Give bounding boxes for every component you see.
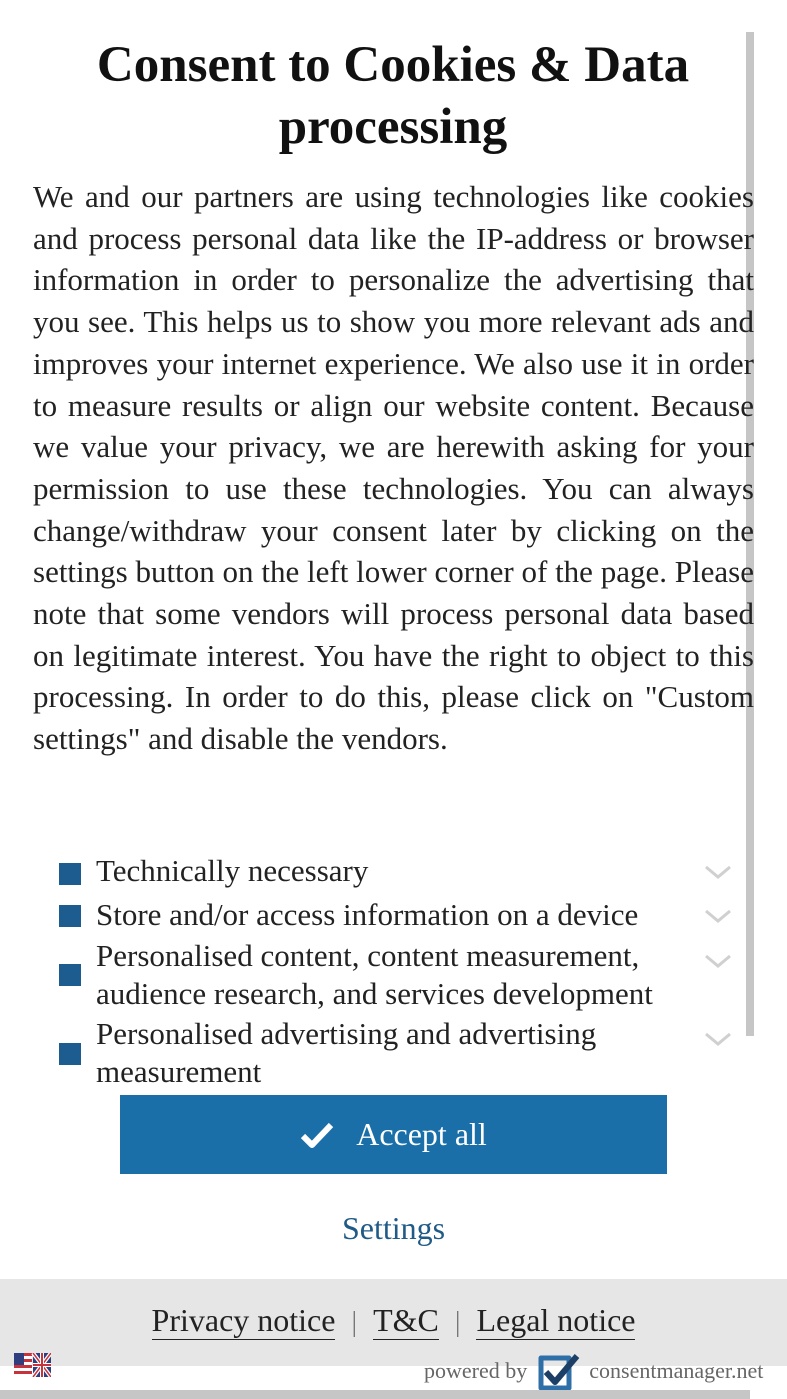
- purpose-label: Technically necessary: [96, 853, 369, 888]
- accept-all-label: Accept all: [356, 1116, 487, 1152]
- consentmanager-logo-icon: [535, 1350, 581, 1392]
- purpose-checkbox[interactable]: [59, 863, 81, 885]
- legal-notice-link[interactable]: Legal notice: [476, 1302, 636, 1338]
- accept-all-button[interactable]: [120, 1095, 667, 1174]
- footer-links: [0, 1301, 787, 1340]
- footer-separator: |: [351, 1307, 358, 1338]
- purpose-checkbox[interactable]: [59, 905, 81, 927]
- footer-separator: |: [454, 1307, 461, 1338]
- powered-by-text: powered by: [424, 1358, 528, 1383]
- privacy-notice-link[interactable]: Privacy notice: [151, 1302, 336, 1338]
- page-title: Consent to Cookies & Data processing: [96, 37, 690, 155]
- consent-description: We and our partners are using technologies like cookies and process personal data like the IP-address or browser information in order to personalize the advertising that you see. This helps us to show you more relevant ads and improves your internet experience. We also use it in order to measure results or align our website content. Because we value your privacy, we are herewith asking for your permission to use these technologies. You can always change/withdraw your consent later by clicking on the settings button on the left lower corner of the page. Please note that some vendors will process personal data based on legitimate interest. You have the right to object to this processing. In order to do this, please click on "Custom settings" and disable the vendors.: [33, 179, 754, 757]
- terms-link[interactable]: T&C: [373, 1302, 439, 1338]
- chevron-down-icon[interactable]: [703, 864, 733, 886]
- us-uk-flag-icon[interactable]: [14, 1353, 51, 1377]
- purpose-label: Personalised advertising and advertising measurement: [96, 1016, 597, 1089]
- checkmark-icon: [300, 1121, 334, 1149]
- horizontal-scrollbar[interactable]: [0, 1390, 750, 1399]
- chevron-down-icon[interactable]: [703, 1031, 733, 1053]
- powered-by: [424, 1350, 763, 1392]
- brand-name[interactable]: consentmanager.net: [589, 1358, 764, 1383]
- purpose-label: Store and/or access information on a device: [96, 897, 639, 932]
- purpose-checkbox[interactable]: [59, 964, 81, 986]
- purpose-checkbox[interactable]: [59, 1043, 81, 1065]
- chevron-down-icon[interactable]: [703, 953, 733, 975]
- settings-link[interactable]: Settings: [341, 1210, 446, 1246]
- chevron-down-icon[interactable]: [703, 908, 733, 930]
- purpose-label: Personalised content, content measurement, audience research, and services development: [96, 938, 653, 1011]
